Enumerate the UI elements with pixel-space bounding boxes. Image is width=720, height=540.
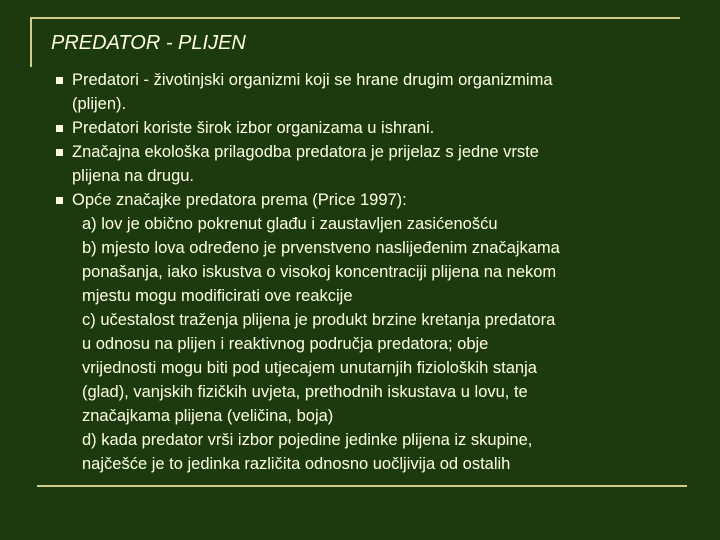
bullet-text-continued: plijena na drugu. xyxy=(72,167,195,185)
bullet-item xyxy=(46,188,696,212)
square-bullet-icon xyxy=(56,149,63,156)
sub-item-line: najčešće je to jedinka različita odnosno uočljivija od ostalih xyxy=(82,455,511,473)
frame-bottom-line xyxy=(37,485,687,487)
square-bullet-icon xyxy=(56,197,63,204)
bullet-text-continued: (plijen). xyxy=(72,95,127,113)
slide-content xyxy=(46,68,696,476)
sub-item-line: vrijednosti mogu biti pod utjecajem unutarnjih fizioloških stanja xyxy=(82,359,537,377)
square-bullet-icon xyxy=(56,125,63,132)
sub-item-a xyxy=(46,212,696,236)
bullet-text: Predatori koriste širok izbor organizama u ishrani. xyxy=(72,119,435,137)
sub-item-d xyxy=(46,428,696,476)
sub-item-b xyxy=(46,236,696,308)
slide-title: PREDATOR - PLIJEN xyxy=(51,32,246,54)
bullet-text: Predatori - životinjski organizmi koji se hrane drugim organizmima xyxy=(72,71,553,89)
sub-item-line: u odnosu na plijen i reaktivnog područja predatora; obje xyxy=(82,335,489,353)
sub-item-line: (glad), vanjskih fizičkih uvjeta, prethodnih iskustava u lovu, te xyxy=(82,383,528,401)
sub-item-line: b) mjesto lova određeno je prvenstveno naslijeđenim značajkama xyxy=(82,239,560,257)
bullet-item xyxy=(46,140,696,188)
bullet-item xyxy=(46,68,696,116)
frame-left-line xyxy=(30,17,32,67)
sub-item-line: a) lov je obično pokrenut glađu i zaustavljen zasićenošću xyxy=(82,215,498,233)
sub-item-line: mjestu mogu modificirati ove reakcije xyxy=(82,287,353,305)
sub-item-line: c) učestalost traženja plijena je produkt brzine kretanja predatora xyxy=(82,311,556,329)
sub-item-c xyxy=(46,308,696,428)
sub-item-line: d) kada predator vrši izbor pojedine jedinke plijena iz skupine, xyxy=(82,431,533,449)
sub-item-line: značajkama plijena (veličina, boja) xyxy=(82,407,334,425)
bullet-text: Opće značajke predatora prema (Price 1997): xyxy=(72,191,407,209)
frame-top-line xyxy=(30,17,680,19)
bullet-text: Značajna ekološka prilagodba predatora je prijelaz s jedne vrste xyxy=(72,143,539,161)
square-bullet-icon xyxy=(56,77,63,84)
sub-item-line: ponašanja, iako iskustva o visokoj koncentraciji plijena na nekom xyxy=(82,263,557,281)
bullet-item xyxy=(46,116,696,140)
